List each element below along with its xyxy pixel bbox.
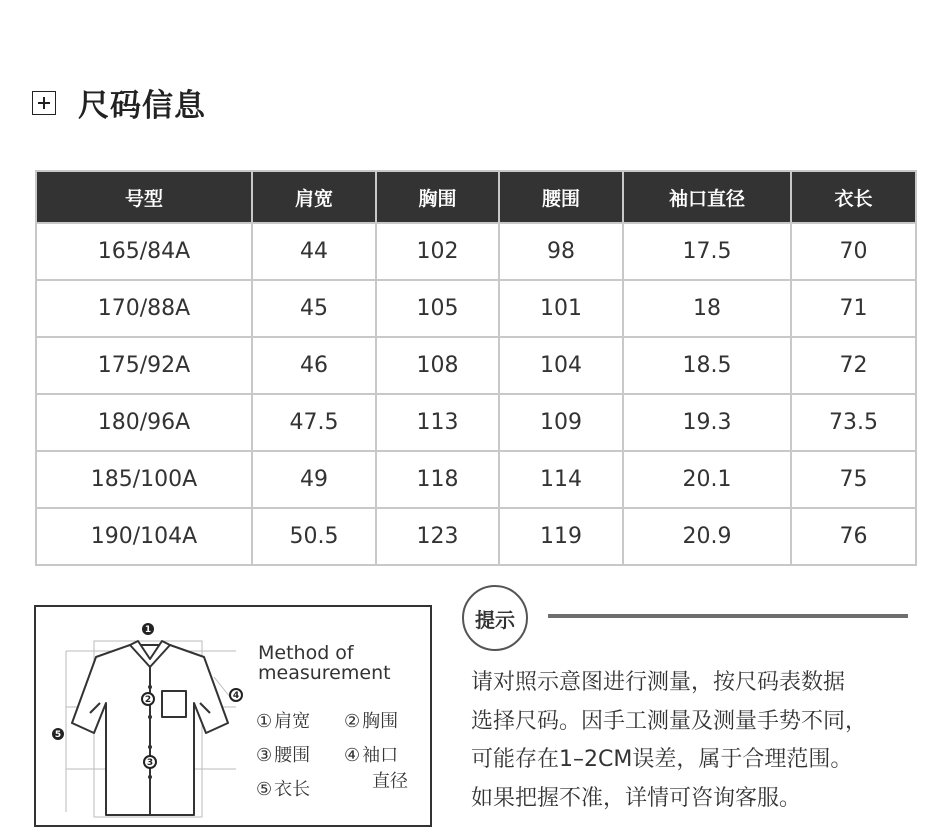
method-line-1: Method of: [258, 642, 354, 664]
tip-text: [471, 664, 941, 818]
table-cell: 49: [252, 451, 376, 508]
table-cell: 98: [499, 223, 623, 280]
marker-3: [144, 756, 156, 768]
table-cell: 123: [376, 508, 499, 565]
tip-badge: 提示: [462, 585, 528, 651]
table-header-row: [36, 171, 916, 223]
table-row: [36, 394, 916, 451]
tip-line-1: 请对照示意图进行测量，按尺码表数据: [471, 670, 846, 695]
tip-line-3: 可能存在1–2CM误差，属于合理范围。: [471, 747, 853, 772]
svg-text:1: 1: [144, 625, 152, 635]
legend-item-4: ④ 袖口: [344, 745, 399, 766]
table-cell: 20.9: [623, 508, 791, 565]
table-cell: 17.5: [623, 223, 791, 280]
table-row: [36, 451, 916, 508]
svg-text:5: 5: [54, 730, 62, 740]
table-cell: 102: [376, 223, 499, 280]
table-cell: 105: [376, 280, 499, 337]
table-cell: 71: [791, 280, 916, 337]
legend-item-3: ③ 腰围: [256, 745, 311, 766]
table-cell: 180/96A: [36, 394, 252, 451]
marker-4: [230, 689, 242, 701]
table-cell: 185/100A: [36, 451, 252, 508]
table-row: [36, 223, 916, 280]
table-cell: 44: [252, 223, 376, 280]
table-cell: 119: [499, 508, 623, 565]
column-header: 袖口直径: [623, 171, 791, 223]
svg-text:3: 3: [146, 758, 154, 768]
table-cell: 170/88A: [36, 280, 252, 337]
table-row: [36, 337, 916, 394]
legend-item-4-line-2: 直径: [372, 771, 408, 792]
marker-2: [142, 693, 154, 705]
table-cell: 75: [791, 451, 916, 508]
table-cell: 108: [376, 337, 499, 394]
table-cell: 73.5: [791, 394, 916, 451]
legend-item-2: ② 胸围: [344, 711, 399, 732]
tip-line-2: 选择尺码。因手工测量及测量手势不同，: [471, 708, 868, 734]
marker-5: [52, 728, 64, 740]
table-cell: 101: [499, 280, 623, 337]
table-cell: 109: [499, 394, 623, 451]
method-title: [258, 643, 391, 683]
tip-line-4: 如果把握不准，详情可咨询客服。: [471, 785, 802, 811]
table-cell: 18: [623, 280, 791, 337]
table-cell: 104: [499, 337, 623, 394]
svg-text:4: 4: [232, 691, 240, 701]
column-header: 腰围: [499, 171, 623, 223]
page-title: 尺码信息: [78, 88, 206, 124]
table-cell: 114: [499, 451, 623, 508]
table-cell: 50.5: [252, 508, 376, 565]
table-cell: 20.1: [623, 451, 791, 508]
table-cell: 18.5: [623, 337, 791, 394]
table-cell: 190/104A: [36, 508, 252, 565]
method-line-2: measurement: [258, 662, 391, 684]
table-cell: 47.5: [252, 394, 376, 451]
legend-item-5: ⑤ 衣长: [256, 779, 311, 800]
measurement-diagram: [34, 605, 432, 827]
plus-icon[interactable]: [32, 91, 56, 115]
column-header: 肩宽: [252, 171, 376, 223]
column-header: 衣长: [791, 171, 916, 223]
table-cell: 72: [791, 337, 916, 394]
table-row: [36, 508, 916, 565]
table-cell: 70: [791, 223, 916, 280]
marker-1: [142, 623, 154, 635]
size-table: [35, 170, 917, 566]
section-header: [32, 80, 206, 125]
table-cell: 76: [791, 508, 916, 565]
table-cell: 113: [376, 394, 499, 451]
table-cell: 45: [252, 280, 376, 337]
table-cell: 175/92A: [36, 337, 252, 394]
column-header: 胸围: [376, 171, 499, 223]
table-cell: 118: [376, 451, 499, 508]
table-cell: 165/84A: [36, 223, 252, 280]
table-cell: 46: [252, 337, 376, 394]
legend-item-1: ① 肩宽: [256, 711, 311, 732]
column-header: 号型: [36, 171, 252, 223]
svg-text:2: 2: [144, 695, 152, 705]
divider: [548, 614, 908, 618]
table-cell: 19.3: [623, 394, 791, 451]
table-row: [36, 280, 916, 337]
